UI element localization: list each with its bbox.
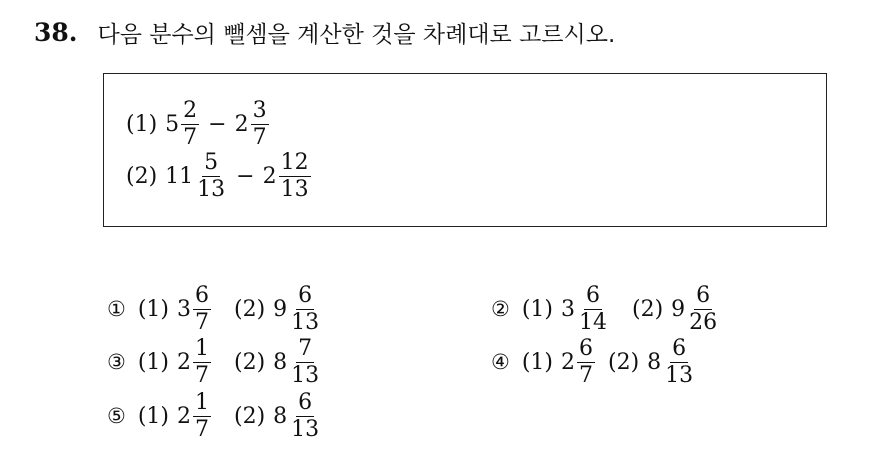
fraction (289, 282, 321, 335)
mixed-number-subtrahend (234, 97, 270, 150)
numerator: 2 (183, 97, 198, 123)
problem-label: (2) (126, 163, 158, 189)
fraction (289, 389, 321, 442)
whole-part: 2 (234, 111, 249, 137)
whole-part: 8 (273, 349, 288, 375)
whole-part: 3 (177, 296, 191, 322)
fraction (687, 282, 719, 335)
denominator: 7 (579, 362, 593, 388)
choice-answer-2 (273, 335, 322, 388)
choice-answer-1 (177, 389, 212, 442)
whole-part: 2 (177, 349, 191, 375)
denominator: 13 (665, 362, 694, 388)
whole-part: 11 (165, 163, 194, 189)
denominator: 14 (579, 309, 607, 335)
whole-part: 3 (561, 296, 575, 322)
numerator: 1 (195, 335, 209, 361)
denominator: 13 (280, 176, 309, 202)
problem-1 (126, 98, 270, 150)
whole-part: 2 (262, 163, 277, 189)
fraction (577, 282, 609, 335)
choice-answer-1 (177, 282, 212, 335)
choice-answer-2 (647, 335, 696, 388)
fraction (289, 335, 321, 388)
fraction (279, 149, 311, 202)
numerator: 6 (298, 282, 313, 308)
choice-part-label: (2) (234, 403, 266, 429)
minus-sign: − (208, 111, 227, 137)
fraction (663, 335, 695, 388)
denominator: 7 (195, 416, 209, 442)
choice-1[interactable] (107, 283, 322, 335)
choice-4[interactable] (491, 336, 696, 388)
choice-2[interactable] (491, 283, 720, 335)
choice-part-label: (1) (521, 296, 553, 322)
whole-part: 5 (165, 111, 180, 137)
problem-label: (1) (126, 111, 158, 137)
fraction (193, 282, 211, 335)
whole-part: 2 (561, 349, 575, 375)
mixed-number-subtrahend (262, 149, 312, 202)
numerator: 3 (252, 97, 267, 123)
whole-part: 9 (671, 296, 686, 322)
problem-box (103, 73, 827, 227)
denominator: 26 (689, 309, 718, 335)
choice-part-label: (2) (632, 296, 664, 322)
choice-answer-2 (273, 389, 322, 442)
numerator: 1 (195, 389, 209, 415)
denominator: 7 (252, 124, 267, 150)
denominator: 7 (183, 124, 198, 150)
choice-5[interactable] (107, 390, 322, 442)
fraction (193, 335, 211, 388)
mixed-number-minuend (165, 97, 200, 150)
fraction (195, 149, 227, 202)
question-header (34, 14, 615, 50)
choice-marker: ① (107, 297, 126, 321)
choice-part-label: (2) (234, 296, 266, 322)
numerator: 6 (696, 282, 711, 308)
question-text: 다음 분수의 뺄셈을 계산한 것을 차례대로 고르시오. (97, 21, 616, 48)
choice-part-label: (1) (137, 349, 169, 375)
choice-answer-2 (273, 282, 322, 335)
choice-answer-1 (561, 335, 596, 388)
choice-3[interactable] (107, 336, 322, 388)
fraction (193, 389, 211, 442)
choice-marker: ④ (491, 350, 510, 374)
mixed-number-minuend (165, 149, 228, 202)
choice-part-label: (1) (137, 403, 169, 429)
whole-part: 8 (647, 349, 662, 375)
denominator: 7 (195, 309, 209, 335)
whole-part: 8 (273, 403, 288, 429)
numerator: 12 (280, 149, 309, 175)
whole-part: 9 (273, 296, 288, 322)
choice-marker: ② (491, 297, 510, 321)
numerator: 6 (195, 282, 209, 308)
fraction (577, 335, 595, 388)
question-number: 38. (34, 17, 78, 47)
numerator: 5 (204, 149, 219, 175)
denominator: 13 (291, 362, 320, 388)
minus-sign: − (236, 163, 255, 189)
choice-marker: ⑤ (107, 404, 126, 428)
choice-answer-1 (561, 282, 610, 335)
choice-answer-1 (177, 335, 212, 388)
whole-part: 2 (177, 403, 191, 429)
numerator: 7 (298, 335, 313, 361)
choice-answer-2 (671, 282, 720, 335)
fraction (251, 97, 269, 150)
choice-part-label: (1) (137, 296, 169, 322)
fraction (181, 97, 199, 150)
problem-2 (126, 150, 312, 202)
denominator: 13 (291, 309, 320, 335)
denominator: 13 (291, 416, 320, 442)
choice-part-label: (2) (234, 349, 266, 375)
choice-marker: ③ (107, 350, 126, 374)
choice-part-label: (2) (608, 349, 640, 375)
choice-part-label: (1) (521, 349, 553, 375)
numerator: 6 (298, 389, 313, 415)
denominator: 7 (195, 362, 209, 388)
denominator: 13 (197, 176, 226, 202)
numerator: 6 (586, 282, 600, 308)
numerator: 6 (579, 335, 593, 361)
numerator: 6 (672, 335, 687, 361)
